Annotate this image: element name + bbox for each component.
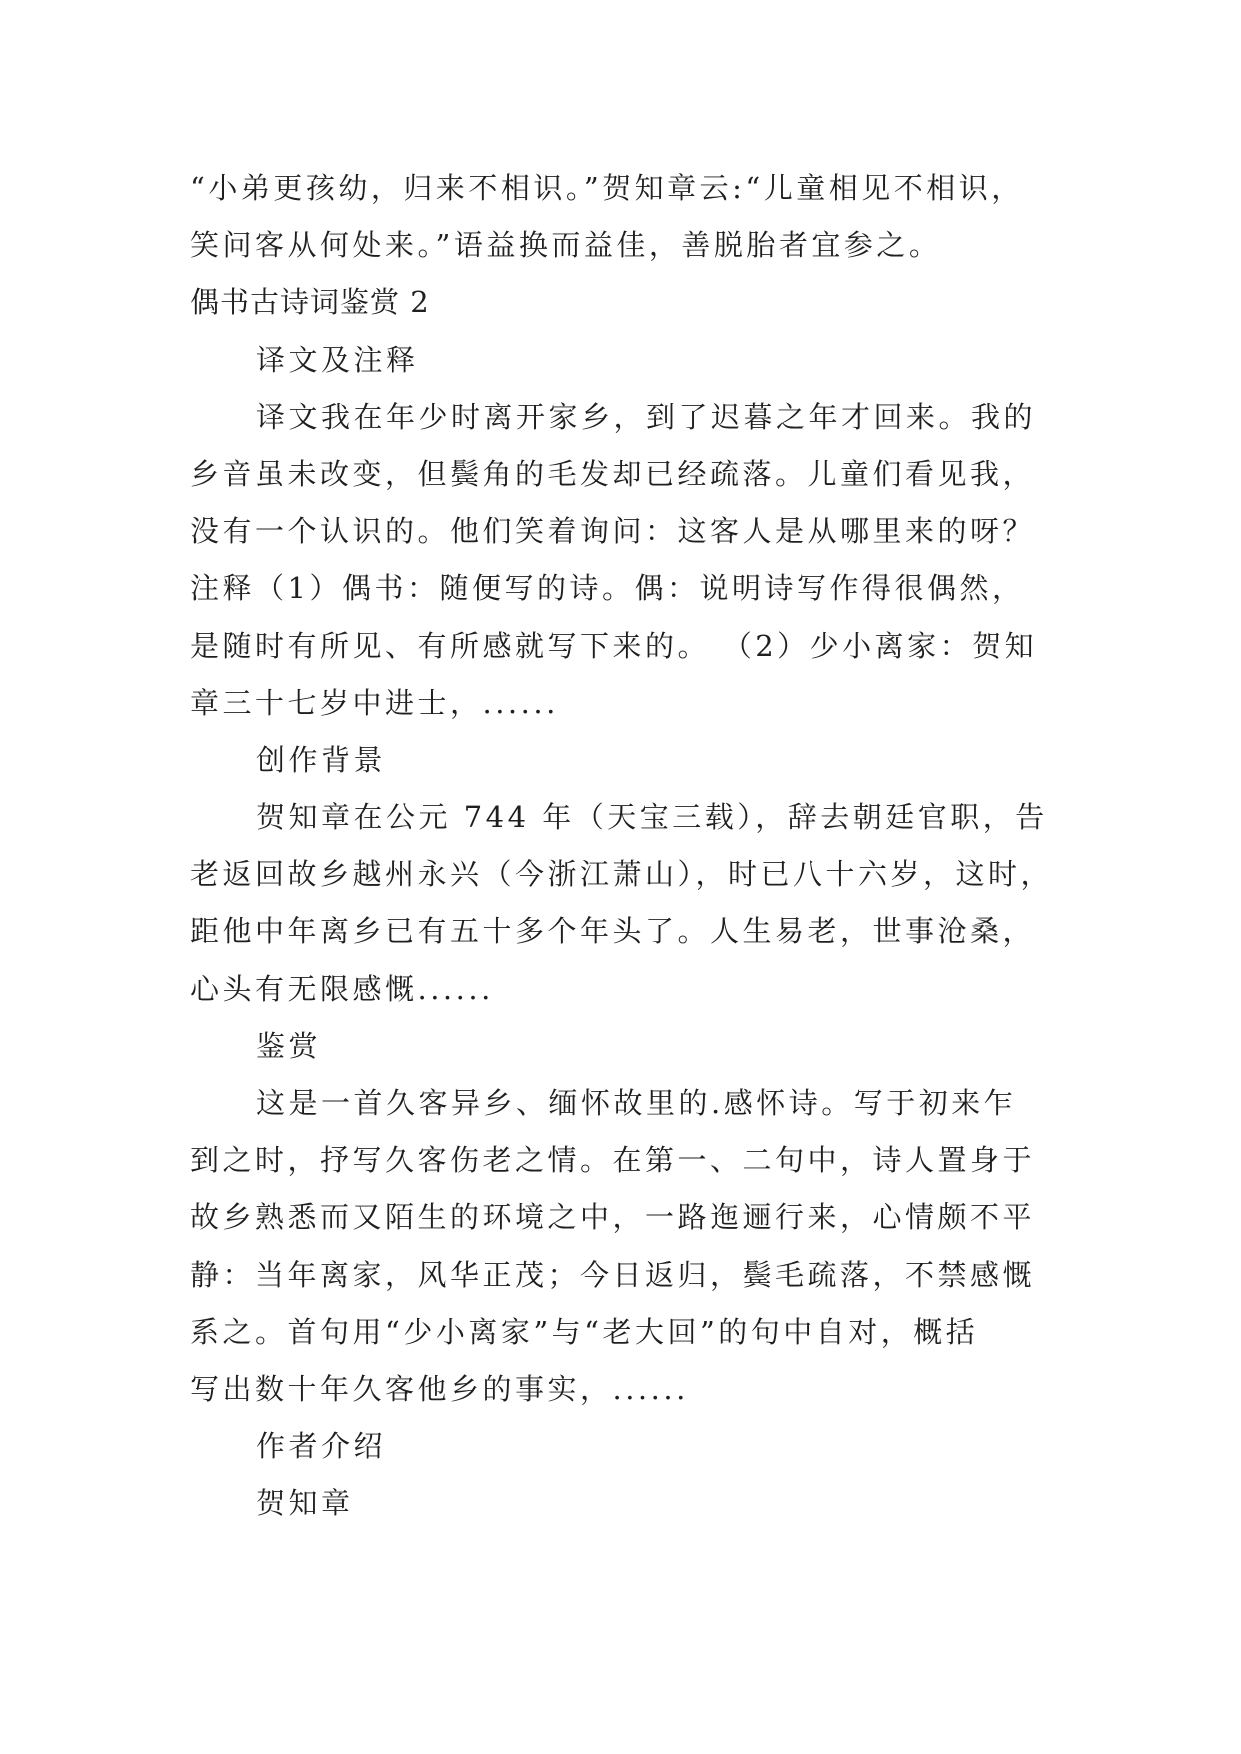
notes-line-3: 章三十七岁中进士，......: [190, 685, 559, 720]
appreciation-line-2: 到之时，抒写久客伤老之情。在第一、二句中，诗人置身于: [190, 1143, 1036, 1178]
subheading-appreciation: 鉴赏: [256, 1028, 322, 1063]
notes-line-2: 是随时有所见、有所感就写下来的。 （2）少小离家：贺知: [190, 628, 1038, 663]
background-line-2: 老返回故乡越州永兴（今浙江萧山），时已八十六岁，这时，: [190, 857, 1054, 892]
appreciation-line-4: 静：当年离家，风华正茂；今日返归，鬓毛疏落，不禁感慨: [190, 1257, 1036, 1292]
appreciation-line-3: 故乡熟悉而又陌生的环境之中，一路迤逦行来，心情颇不平: [190, 1200, 1036, 1235]
subheading-background: 创作背景: [256, 742, 387, 777]
appreciation-line-1: 这是一首久客异乡、缅怀故里的.感怀诗。写于初来乍: [256, 1086, 1017, 1120]
appreciation-line-5: 系之。首句用“少小离家”与“老大回”的句中自对，概括: [190, 1314, 979, 1349]
document-body: [190, 160, 1070, 1533]
translation-line-1: 译文我在年少时离开家乡，到了迟暮之年才回来。我的: [256, 399, 1037, 434]
translation-line-2: 乡音虽未改变，但鬓角的毛发却已经疏落。儿童们看见我，: [190, 456, 1036, 491]
translation-line-3: 没有一个认识的。他们笑着询问：这客人是从哪里来的呀？: [190, 514, 1036, 549]
background-line-4: 心头有无限感慨......: [190, 971, 494, 1006]
subheading-author: 作者介绍: [256, 1429, 387, 1464]
body-line-2: 笑问客从何处来。”语益换而益佳，善脱胎者宜参之。: [190, 228, 942, 263]
notes-line-1: 注释（1）偶书：随便写的诗。偶：说明诗写作得很偶然，: [190, 571, 1025, 606]
author-name: 贺知章: [256, 1486, 354, 1521]
background-line-1: 贺知章在公元 744 年（天宝三载），辞去朝廷官职，告: [256, 800, 1048, 835]
section-title: 偶书古诗词鉴赏 2: [190, 285, 430, 320]
subheading-translation-notes: 译文及注释: [256, 342, 419, 377]
appreciation-line-6: 写出数十年久客他乡的事实，......: [190, 1371, 689, 1406]
background-line-3: 距他中年离乡已有五十多个年头了。人生易老，世事沧桑，: [190, 914, 1036, 949]
body-line-1: “小弟更孩幼，归来不相识。”贺知章云:“儿童相见不相识，: [190, 171, 1024, 205]
